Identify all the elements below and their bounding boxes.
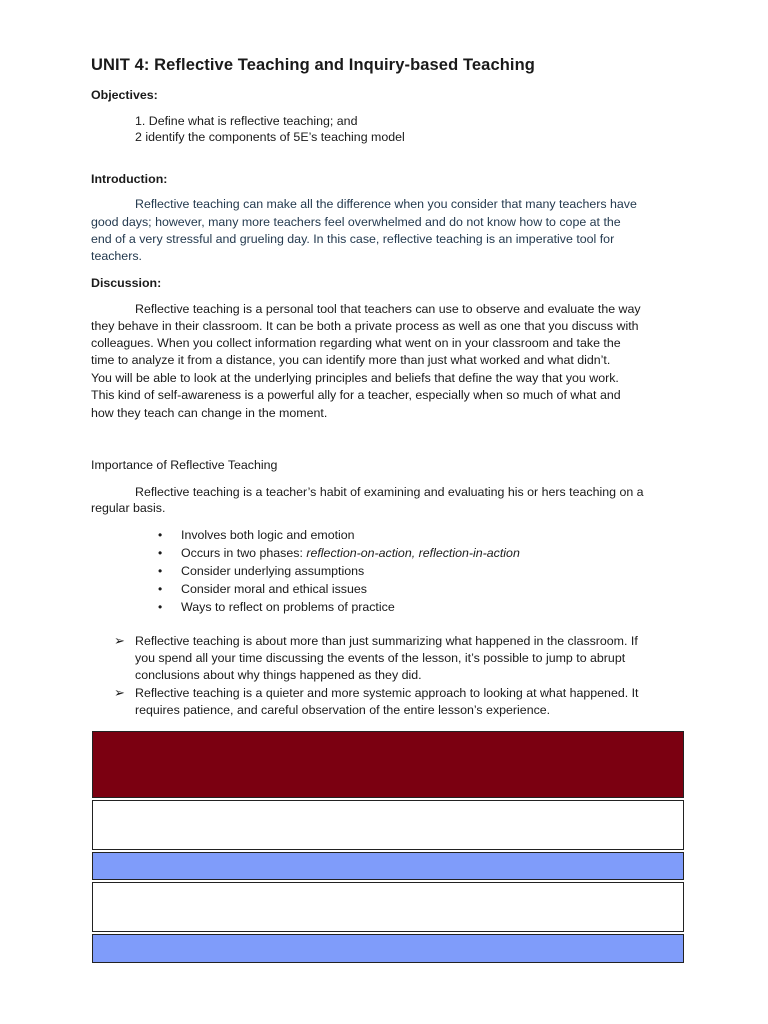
arrow-item-line: Reflective teaching is a quieter and more systemic approach to looking at what happened. It <box>135 686 639 700</box>
bullet-icon: • <box>158 600 163 614</box>
arrow-item-line: requires patience, and careful observation of the entire lesson’s experience. <box>135 703 551 717</box>
white-content-box <box>92 800 684 850</box>
introduction-line: teachers. <box>91 249 142 263</box>
blue-header-box <box>92 852 684 880</box>
bullet-icon: • <box>158 582 163 596</box>
importance-heading: Importance of Reflective Teaching <box>91 458 278 472</box>
discussion-heading: Discussion: <box>91 276 162 290</box>
introduction-heading: Introduction: <box>91 172 168 186</box>
bullet-icon: • <box>158 564 163 578</box>
list-item-text <box>181 545 520 563</box>
bullet-icon: • <box>158 546 163 560</box>
introduction-line: Reflective teaching can make all the difference when you consider that many teachers have <box>135 197 637 211</box>
discussion-line: Reflective teaching is a personal tool that teachers can use to observe and evaluate the way <box>135 302 641 316</box>
list-item-text: Consider underlying assumptions <box>181 564 365 578</box>
objective-item: 1. Define what is reflective teaching; and <box>135 114 358 128</box>
arrow-item-line: you spend all your time discussing the events of the lesson, it’s possible to jump to abrupt <box>135 651 626 665</box>
discussion-line: how they teach can change in the moment. <box>91 406 328 420</box>
discussion-line: they behave in their classroom. It can be both a private process as well as one that you discuss with <box>91 319 639 333</box>
introduction-line: good days; however, many more teachers feel overwhelmed and do not know how to cope at the <box>91 215 621 229</box>
list-item-text: Consider moral and ethical issues <box>181 582 367 596</box>
list-item-text: Involves both logic and emotion <box>181 528 355 542</box>
list-item-text: Ways to reflect on problems of practice <box>181 600 395 614</box>
importance-line: regular basis. <box>91 501 166 515</box>
white-content-box <box>92 882 684 932</box>
arrow-bullet-icon: ➢ <box>114 685 125 700</box>
arrow-item-line: conclusions about why things happened as they did. <box>135 668 422 682</box>
objective-item: 2 identify the components of 5E’s teaching model <box>135 130 405 144</box>
discussion-line: colleagues. When you collect information regarding what went on in your classroom and take the <box>91 336 621 350</box>
page-title: UNIT 4: Reflective Teaching and Inquiry-based Teaching <box>91 56 535 74</box>
introduction-line: end of a very stressful and grueling day. In this case, reflective teaching is an imperative tool for <box>91 232 615 246</box>
arrow-bullet-icon: ➢ <box>114 633 125 648</box>
bullet-icon: • <box>158 528 163 542</box>
maroon-header-box <box>92 731 684 798</box>
discussion-line: time to analyze it from a distance, you can identify more than just what worked and what didn’t. <box>91 353 611 367</box>
discussion-line: You will be able to look at the underlying principles and beliefs that define the way that you work. <box>91 371 619 385</box>
arrow-item-line: Reflective teaching is about more than just summarizing what happened in the classroom. If <box>135 634 638 648</box>
phases-italic: reflection-on-action, reflection-in-action <box>306 546 520 560</box>
importance-line: Reflective teaching is a teacher’s habit of examining and evaluating his or hers teaching on a <box>135 485 644 499</box>
phases-label: Occurs in two phases: <box>181 546 307 560</box>
objectives-heading: Objectives: <box>91 88 158 102</box>
discussion-line: This kind of self-awareness is a powerful ally for a teacher, especially when so much of what and <box>91 388 621 402</box>
blue-header-box <box>92 934 684 963</box>
